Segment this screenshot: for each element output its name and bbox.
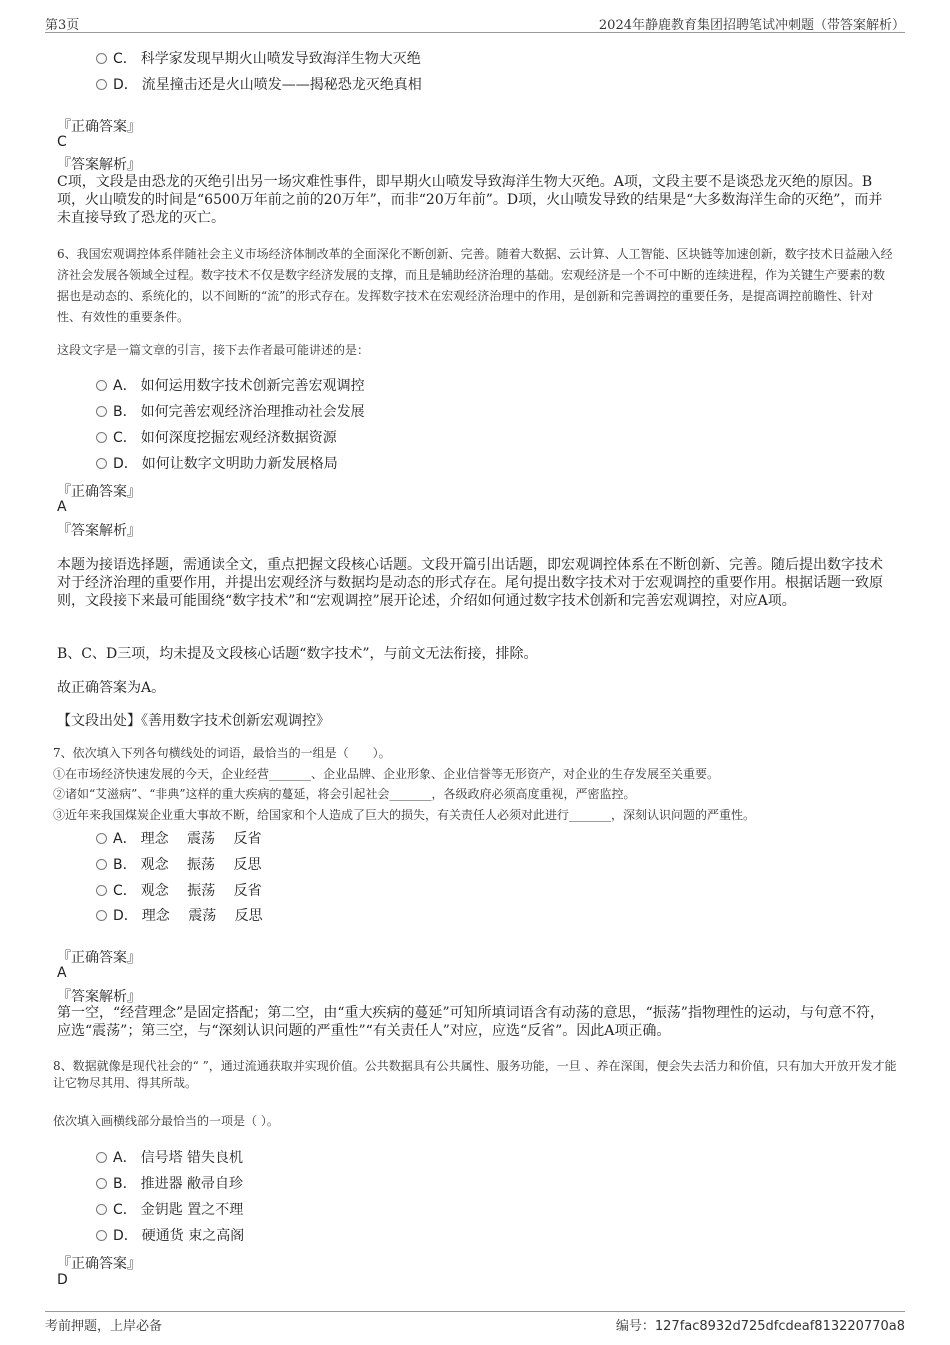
radio-icon[interactable] [96,432,107,443]
q8-stem: 8、数据就像是现代社会的“ ”，通过流通获取并实现价值。公共数据具有公共属性、服务功能，一旦 、养在深闺，便会失去活力和价值，只有加大开放开发才能让它物尽其用、得其所哉。 [53,1059,897,1090]
page-number: 第3页 [45,18,80,33]
radio-icon[interactable] [96,859,107,870]
q5-analysis: C项，文段是由恐龙的灭绝引出另一场灾难性事件，即早期火山喷发导致海洋生物大灭绝。A项，文段主要不是谈恐龙灭绝的原因。B项，火山喷发的时间是“6500万年前之前的20万年”，而非“20万年前”。D项，火山喷发导致的结果是“大多数海洋生命的灭绝”，而并未直接导致了恐龙的灭亡。 [57,174,883,226]
correct-answer-label: 『正确答案』 [57,1256,141,1272]
radio-icon[interactable] [96,833,107,844]
page-header [45,10,905,33]
footer-slogan: 考前押题，上岸必备 [45,1319,163,1334]
analysis-label: 『答案解析』 [57,157,141,173]
q6-stem: 6、我国宏观调控体系伴随社会主义市场经济体制改革的全面深化不断创新、完善。随着大数据、云计算、人工智能、区块链等加速创新，数字技术日益融入经济社会发展各领域全过程。数字技术不仅是数字经济发展的支撑，而且是辅助经济治理的基础。宏观经济是一个不可中断的连续进程，作为关键生产要素的数据也是动态的、系统化的，以不间断的“流”的形式存在。发挥数字技术在宏观经济治理中的作用，是创新和完善调控的重要任务，是提高调控前瞻性、针对性、有效性的重要条件。 [57,247,893,324]
radio-icon[interactable] [96,380,107,391]
q7-option-d[interactable]: D． 理念 震荡 反思 [96,905,263,925]
q8-answer: D [57,1272,68,1288]
q6-prompt: 这段文字是一篇文章的引言，接下去作者最可能讲述的是： [57,343,370,357]
q6-option-b[interactable]: B． 如何完善宏观经济治理推动社会发展 [96,401,365,421]
radio-icon[interactable] [96,1178,107,1189]
analysis-label: 『答案解析』 [57,989,141,1005]
q7-sentence-3: ③近年来我国煤炭企业重大事故不断，给国家和个人造成了巨大的损失，有关责任人必须对此进行_______，深刻认识问题的严重性。 [53,808,756,822]
q8-option-a[interactable]: A． 信号塔 错失良机 [96,1147,243,1167]
q7-sentence-1: ①在市场经济快速发展的今天，企业经营_______、企业品牌、企业形象、企业信誉等无形资产，对企业的生存发展至关重要。 [53,767,720,781]
radio-icon[interactable] [96,1152,107,1163]
q7-option-b[interactable]: B． 观念 振荡 反思 [96,854,262,874]
document-code: 编号：127fac8932d725dfcdeaf813220770a8 [615,1319,905,1334]
radio-icon[interactable] [96,53,107,64]
radio-icon[interactable] [96,910,107,921]
q6-option-c[interactable]: C． 如何深度挖掘宏观经济数据资源 [96,427,337,447]
radio-icon[interactable] [96,1204,107,1215]
q6-source: 【文段出处】《善用数字技术创新宏观调控》 [57,713,330,729]
radio-icon[interactable] [96,79,107,90]
q8-prompt: 依次填入画横线部分最恰当的一项是（ ）。 [53,1114,279,1128]
radio-icon[interactable] [96,458,107,469]
q7-option-a[interactable]: A． 理念 震荡 反省 [96,828,261,848]
correct-answer-label: 『正确答案』 [57,950,141,966]
q6-option-d[interactable]: D． 如何让数字文明助力新发展格局 [96,453,338,473]
q7-option-c[interactable]: C． 观念 振荡 反省 [96,880,262,900]
radio-icon[interactable] [96,1230,107,1241]
q7-stem: 7、依次填入下列各句横线处的词语，最恰当的一组是（ ）。 [53,746,391,760]
q5-answer: C [57,134,67,150]
q6-analysis: 本题为接语选择题，需通读全文，重点把握文段核心话题。文段开篇引出话题，即宏观调控体系在不断创新、完善。随后提出数字技术对于经济治理的重要作用，并提出宏观经济与数据均是动态的形式存在。尾句提出数字技术对于宏观调控的重要作用。根据话题一致原则，文段接下来最可能围绕“数字技术”和“宏观调控”展开论述，介绍如何通过数字技术创新和完善宏观调控，对应A项。 [57,557,883,609]
correct-answer-label: 『正确答案』 [57,119,141,135]
q6-analysis-2: B、C、D三项，均未提及文段核心话题“数字技术”，与前文无法衔接，排除。 [57,646,538,662]
document-title: 2024年静鹿教育集团招聘笔试冲刺题（带答案解析） [598,18,905,33]
analysis-label: 『答案解析』 [57,523,141,539]
q6-option-a[interactable]: A． 如何运用数字技术创新完善宏观调控 [96,375,365,395]
q6-analysis-3: 故正确答案为A。 [57,680,166,696]
q6-answer: A [57,499,67,515]
q8-option-d[interactable]: D． 硬通货 束之高阁 [96,1225,244,1245]
q5-option-c[interactable]: C． 科学家发现早期火山喷发导致海洋生物大灭绝 [96,48,421,68]
q7-analysis: 第一空，“经营理念”是固定搭配；第二空，由“重大疾病的蔓延”可知所填词语含有动荡的意思，“振荡”指物理性的运动，与句意不符，应选“震荡”；第三空，与“深刻认识问题的严重性”“有关责任人”对应，应选“反省”。因此A项正确。 [57,1005,884,1039]
radio-icon[interactable] [96,406,107,417]
q7-sentence-2: ②诸如“艾滋病”、“非典”这样的重大疾病的蔓延，将会引起社会_______，各级政府必须高度重视，严密监控。 [53,787,636,801]
radio-icon[interactable] [96,885,107,896]
page-footer [45,1311,905,1334]
q7-answer: A [57,965,67,981]
q8-option-c[interactable]: C． 金钥匙 置之不理 [96,1199,243,1219]
correct-answer-label: 『正确答案』 [57,484,141,500]
q5-option-d[interactable]: D． 流星撞击还是火山喷发——揭秘恐龙灭绝真相 [96,74,422,94]
q8-option-b[interactable]: B． 推进器 敝帚自珍 [96,1173,243,1193]
